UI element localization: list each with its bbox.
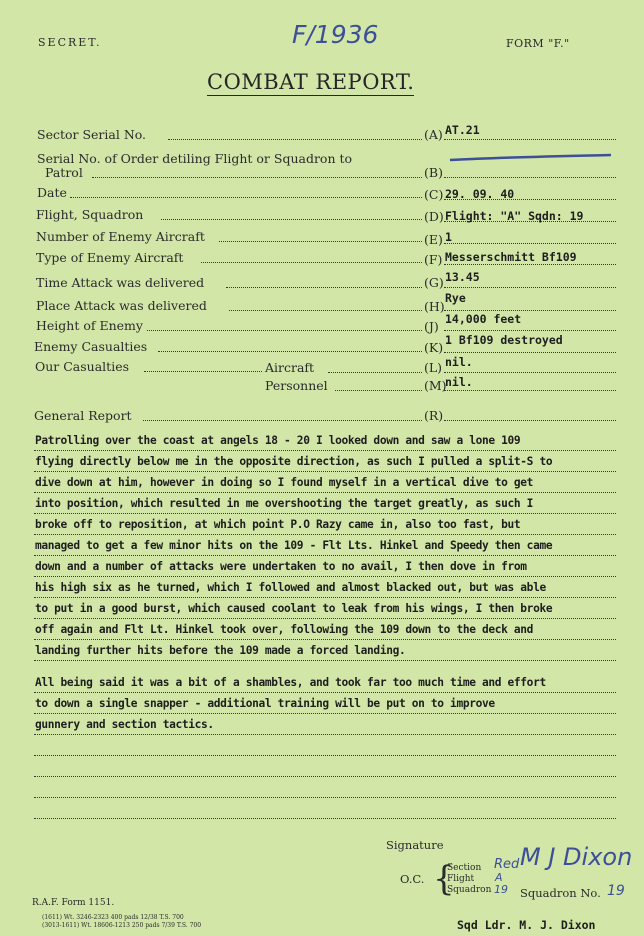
raf-form-number: R.A.F. Form 1151. xyxy=(32,898,115,908)
field-label-c: Date xyxy=(37,185,67,200)
squadron-value: 19 xyxy=(494,883,508,896)
report-line: landing further hits before the 109 made a forced landing. xyxy=(35,644,406,657)
field-leader xyxy=(168,139,422,140)
squadron-no-value: 19 xyxy=(607,883,625,899)
secret-label: SECRET. xyxy=(38,36,102,49)
field-value-m: nil. xyxy=(445,375,473,389)
field-leader xyxy=(201,262,422,263)
field-label-f: Type of Enemy Aircraft xyxy=(36,250,184,265)
field-letter-k: (K) xyxy=(424,340,444,355)
field-value-line xyxy=(444,372,616,373)
flight-label: Flight xyxy=(447,874,475,884)
section-value: Red xyxy=(494,857,520,872)
print-line-2: (3013-1611) Wt. 18606-1213 250 pads 7/39 T.S. 700 xyxy=(42,922,202,929)
oc-label: O.C. xyxy=(400,872,425,886)
typed-name: Sqd Ldr. M. J. Dixon xyxy=(457,918,596,932)
field-label-j: Height of Enemy xyxy=(36,318,143,333)
field-leader xyxy=(226,287,422,288)
field-value-h: Rye xyxy=(445,291,466,305)
field-leader xyxy=(158,351,422,352)
field-value-l: nil. xyxy=(445,355,473,369)
field-value-line xyxy=(444,243,616,244)
squadron-no-label: Squadron No. xyxy=(520,886,601,900)
field-value-g: 13.45 xyxy=(445,270,480,284)
general-report-text xyxy=(35,430,625,661)
field-letter-g: (G) xyxy=(424,275,444,290)
field-label-b-cont: Patrol xyxy=(45,165,83,180)
field-letter-h: (H) xyxy=(424,299,445,314)
field-value-line xyxy=(444,330,616,331)
field-leader xyxy=(161,219,422,220)
field-letter-l: (L) xyxy=(424,360,443,375)
field-label-l: Our Casualties xyxy=(35,359,130,374)
field-value-e: 1 xyxy=(445,230,452,244)
field-label-e: Number of Enemy Aircraft xyxy=(36,229,205,244)
form-label: FORM "F." xyxy=(506,37,570,50)
field-label-h: Place Attack was delivered xyxy=(36,298,207,313)
field-sublabel-aircraft: Aircraft xyxy=(265,360,315,375)
flight-value: A xyxy=(495,871,503,884)
report-line: down and a number of attacks were undertaken to no avail, I then dove in from xyxy=(35,560,527,573)
field-label-k: Enemy Casualties xyxy=(34,339,148,354)
field-value-j: 14,000 feet xyxy=(445,312,522,326)
field-leader xyxy=(144,371,262,372)
field-value-line xyxy=(444,177,616,178)
report-line: into position, which resulted in me overshooting the target greatly, as such I xyxy=(35,497,534,510)
field-leader xyxy=(328,372,422,373)
field-value-line xyxy=(444,287,616,288)
field-letter-f: (F) xyxy=(424,252,443,267)
report-line: to down a single snapper - additional training will be put on to improve xyxy=(35,697,495,710)
field-value-a: AT.21 xyxy=(445,123,480,137)
report-line: his high six as he turned, which I followed and almost blacked out, but was able xyxy=(35,581,546,594)
report-line: Patrolling over the coast at angels 18 - 20 I looked down and saw a lone 109 xyxy=(35,434,521,447)
pen-strike-line xyxy=(448,152,614,164)
field-letter-j: (J) xyxy=(424,319,439,334)
field-label-a: Sector Serial No. xyxy=(37,127,147,142)
report-line: to put in a good burst, which caused coolant to leak from his wings, I then broke xyxy=(35,602,553,615)
report-line: managed to get a few minor hits on the 109 - Flt Lts. Hinkel and Speedy then came xyxy=(35,539,553,552)
field-letter-b: (B) xyxy=(424,165,443,180)
field-leader xyxy=(70,197,422,198)
general-report-text-2 xyxy=(35,672,625,735)
field-value-line xyxy=(444,139,616,140)
report-rule xyxy=(34,755,616,756)
field-leader xyxy=(92,177,422,178)
field-letter-r: (R) xyxy=(424,408,444,423)
print-line-1: (1611) Wt. 3246-2323 400 pads 12/38 T.S. 700 xyxy=(42,914,184,921)
field-leader xyxy=(335,390,422,391)
field-label-r: General Report xyxy=(34,408,132,423)
field-label-b: Serial No. of Order detiling Flight or Squadron to xyxy=(37,151,353,166)
field-value-line xyxy=(444,264,616,265)
field-value-line xyxy=(444,420,616,421)
report-line: broke off to reposition, at which point P.O Razy came in, also too fast, but xyxy=(35,518,521,531)
section-label: Section xyxy=(447,863,482,873)
field-leader xyxy=(143,420,422,421)
field-leader xyxy=(229,310,422,311)
field-value-line xyxy=(444,310,616,311)
field-sublabel-personnel: Personnel xyxy=(265,378,328,393)
bracket-glyph: { xyxy=(433,859,455,899)
field-value-f: Messerschmitt Bf109 xyxy=(445,250,577,264)
field-value-k: 1 Bf109 destroyed xyxy=(445,333,563,347)
report-line: All being said it was a bit of a shambles, and took far too much time and effort xyxy=(35,676,546,689)
squadron-label: Squadron xyxy=(447,885,492,895)
report-line: dive down at him, however in doing so I found myself in a vertical dive to get xyxy=(35,476,534,489)
page-title: COMBAT REPORT. xyxy=(207,70,415,94)
field-letter-a: (A) xyxy=(424,127,443,142)
field-label-g: Time Attack was delivered xyxy=(36,275,205,290)
file-number: F/1936 xyxy=(292,20,379,49)
field-letter-m: (M) xyxy=(424,378,447,393)
report-line: flying directly below me in the opposite direction, as such I pulled a split-S to xyxy=(35,455,553,468)
field-value-c: 29. 09. 40 xyxy=(445,187,515,201)
field-letter-e: (E) xyxy=(424,232,443,247)
field-value-line xyxy=(444,352,616,353)
signature-label: Signature xyxy=(386,838,444,852)
field-label-d: Flight, Squadron xyxy=(36,207,144,222)
field-letter-d: (D) xyxy=(424,209,444,224)
field-leader xyxy=(147,330,422,331)
field-leader xyxy=(219,241,422,242)
field-letter-c: (C) xyxy=(424,187,444,202)
field-value-d: Flight: "A" Sqdn: 19 xyxy=(445,209,584,223)
signature: M J Dixon xyxy=(520,843,633,871)
report-rule xyxy=(34,818,616,819)
report-rule xyxy=(34,776,616,777)
report-rule xyxy=(34,797,616,798)
report-line: gunnery and section tactics. xyxy=(35,718,214,731)
report-line: off again and Flt Lt. Hinkel took over, following the 109 down to the deck and xyxy=(35,623,534,636)
field-value-line xyxy=(444,390,616,391)
